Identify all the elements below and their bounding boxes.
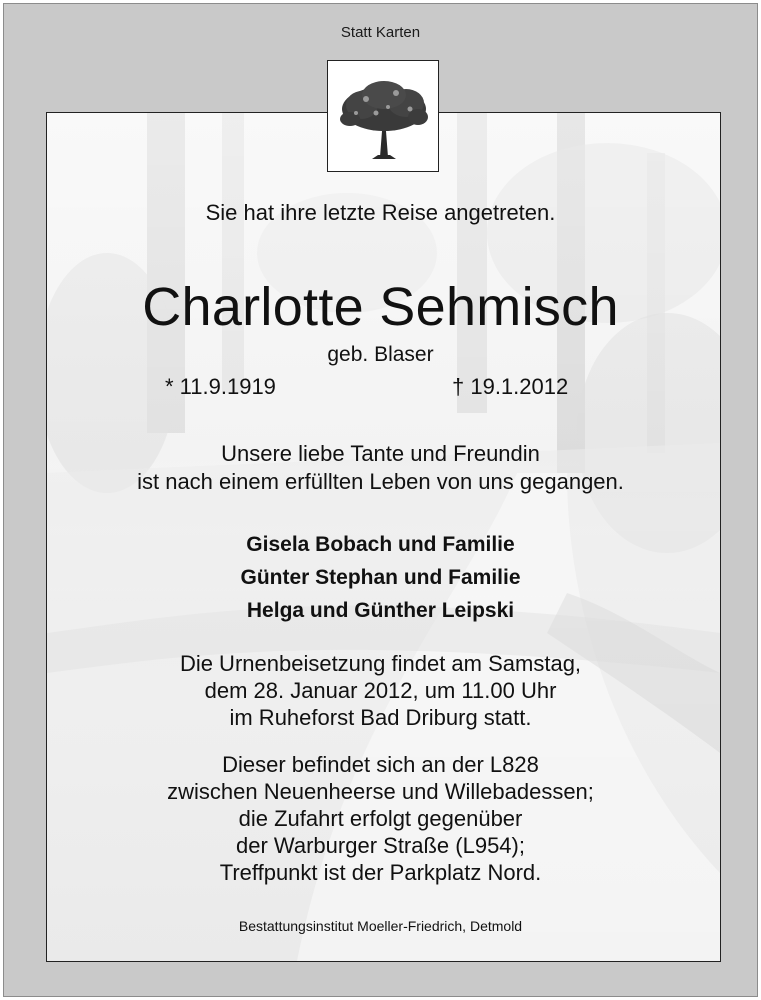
birth-date: * 11.9.1919 <box>165 374 276 399</box>
mourners-block <box>0 528 761 627</box>
directions-line: Dieser befindet sich an der L828 <box>222 752 539 777</box>
intro-line: Sie hat ihre letzte Reise angetreten. <box>205 200 556 225</box>
funeral-line: im Ruheforst Bad Driburg statt. <box>229 705 532 730</box>
maiden-name: geb. Blaser <box>327 343 434 366</box>
directions-line: Treffpunkt ist der Parkplatz Nord. <box>219 860 542 885</box>
mourner-line: Gisela Bobach und Familie <box>246 533 515 556</box>
directions-line: die Zufahrt erfolgt gegenüber <box>238 806 523 831</box>
tree-emblem <box>327 60 439 172</box>
tree-icon <box>336 79 432 159</box>
death-date: † 19.1.2012 <box>452 374 569 399</box>
directions-line: zwischen Neuenheerse und Willebadessen; <box>167 779 594 804</box>
directions-block <box>0 751 761 886</box>
message-line: Unsere liebe Tante und Freundin <box>221 441 540 466</box>
funeral-line: dem 28. Januar 2012, um 11.00 Uhr <box>204 678 557 703</box>
mourner-line: Günter Stephan und Familie <box>240 566 521 589</box>
message-line: ist nach einem erfüllten Leben von uns gegangen. <box>137 469 624 494</box>
funeral-line: Die Urnenbeisetzung findet am Samstag, <box>179 651 582 676</box>
header-label: Statt Karten <box>340 24 421 41</box>
directions-line: der Warburger Straße (L954); <box>236 833 525 858</box>
funeral-block <box>0 650 761 731</box>
message-block <box>0 440 761 496</box>
deceased-name: Charlotte Sehmisch <box>142 277 619 337</box>
undertaker-credit: Bestattungsinstitut Moeller-Friedrich, Detmold <box>238 918 523 934</box>
mourner-line: Helga und Günther Leipski <box>246 599 515 622</box>
